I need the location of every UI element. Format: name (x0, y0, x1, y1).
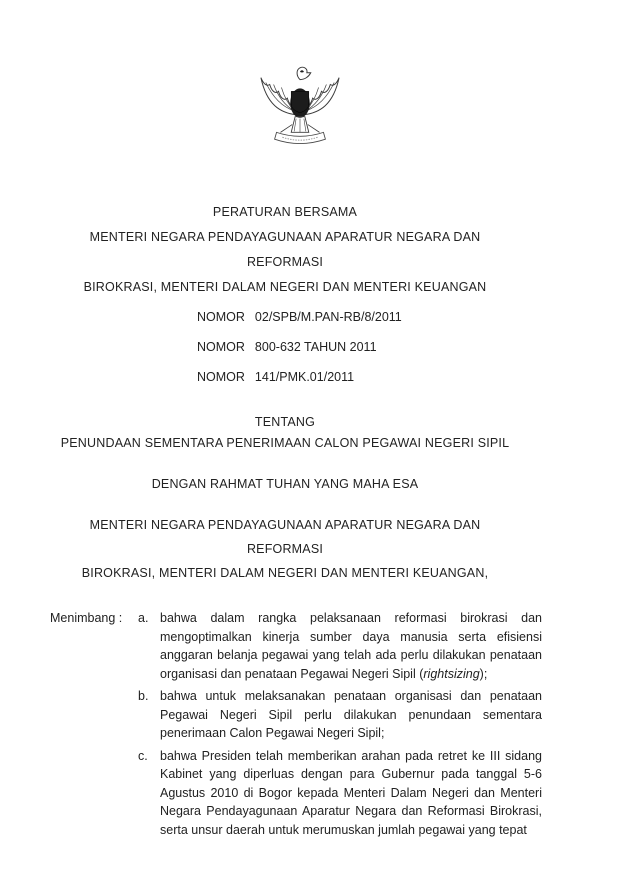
item-marker: c. (138, 748, 148, 763)
garuda-pancasila-icon (251, 62, 349, 148)
subject-block (50, 412, 520, 454)
issuers-line2: BIROKRASI, MENTERI DALAM NEGERI DAN MENTERI KEUANGAN, (81, 566, 489, 580)
item-marker: b. (138, 689, 149, 703)
issuers-block (50, 513, 520, 585)
title-peraturan-bersama: PERATURAN BERSAMA (212, 205, 358, 219)
heading-column (50, 200, 520, 585)
document-title-block (50, 200, 520, 300)
item-text-before: bahwa dalam rangka pelaksanaan reformasi birokrasi dan mengoptimalkan kinerja sumber daya manusia serta efisiensi anggaran belanja pegawai yang telah ada perlu dilakukan penataan organisasi dan penataan Pegawai Negeri Sipil ( (160, 611, 542, 681)
item-text-after: ); (479, 666, 488, 681)
nomor-value: 02/SPB/M.PAN-RB/8/2011 (254, 310, 402, 324)
nomor-label: NOMOR (197, 310, 245, 324)
item-text: bahwa untuk melaksanakan penataan organisasi dan penataan Pegawai Negeri Sipil perlu dilakukan penundaan sementara penerimaan Calon Pegawai Negeri Sipil; (160, 689, 542, 740)
nomor-label: NOMOR (197, 370, 245, 384)
menimbang-section (50, 609, 542, 843)
nomor-line-3 (197, 362, 520, 392)
nomor-line-1 (197, 302, 520, 332)
nomor-value: 141/PMK.01/2011 (254, 370, 355, 384)
tentang-label: TENTANG (254, 415, 316, 429)
nomor-label: NOMOR (197, 340, 245, 354)
item-text (160, 609, 542, 683)
nomor-value: 800-632 TAHUN 2011 (254, 340, 377, 354)
invocation-line: DENGAN RAHMAT TUHAN YANG MAHA ESA (151, 477, 419, 491)
subject-title: PENUNDAAN SEMENTARA PENERIMAAN CALON PEGAWAI NEGERI SIPIL (60, 436, 510, 450)
menimbang-items (138, 609, 542, 843)
list-item (138, 687, 542, 743)
title-menteri-line2: BIROKRASI, MENTERI DALAM NEGERI DAN MENTERI KEUANGAN (83, 280, 487, 294)
list-item (138, 747, 542, 840)
list-item (138, 609, 542, 683)
title-menteri-line1: MENTERI NEGARA PENDAYAGUNAAN APARATUR NEGARA DAN REFORMASI (89, 230, 481, 269)
item-marker: a. (138, 611, 149, 625)
regulation-numbers (197, 302, 520, 392)
emblem-container (0, 62, 610, 148)
item-text: bahwa Presiden telah memberikan arahan pada retret ke III sidang Kabinet yang diperluas dengan para Gubernur pada tanggal 5-6 Agustus 2010 di Bogor kepada Menteri Dalam Negeri dan Menteri Negara Pendayagunaan Aparatur Negara dan Reformasi Birokrasi, serta unsur daerah untuk merumuskan jumlah pegawai yang tepat (160, 748, 542, 837)
nomor-line-2 (197, 332, 520, 362)
item-text-italic: rightsizing (423, 666, 480, 681)
menimbang-label: Menimbang : (50, 611, 123, 625)
issuers-line1: MENTERI NEGARA PENDAYAGUNAAN APARATUR NEGARA DAN REFORMASI (89, 518, 481, 556)
